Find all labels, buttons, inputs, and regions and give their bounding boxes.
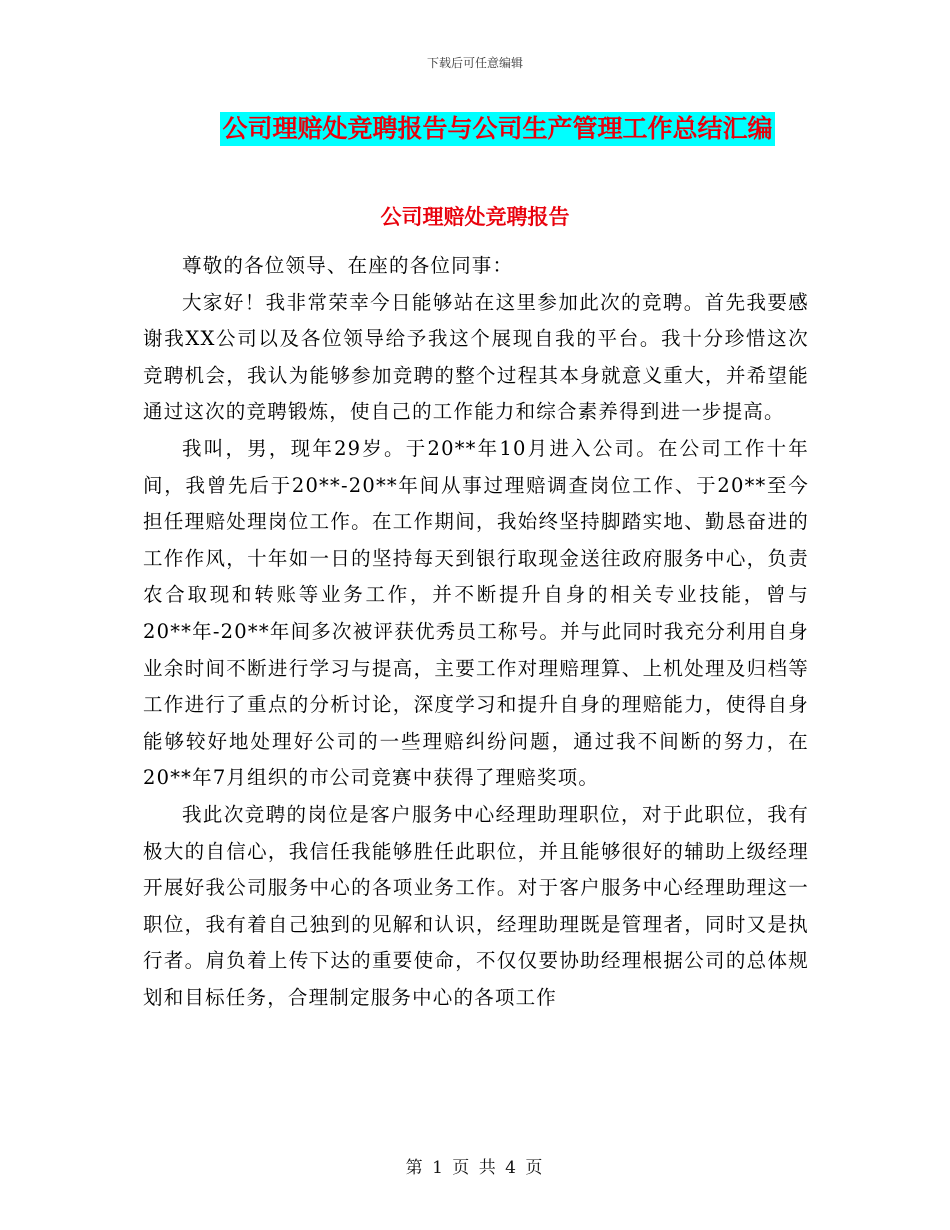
sub-title: 公司理赔处竞聘报告 [380,205,570,229]
page-number-footer: 第 1 页 共 4 页 [405,1158,545,1178]
main-title-container [0,112,950,146]
body-paragraph: 大家好！我非常荣幸今日能够站在这里参加此次的竞聘。首先我要感谢我XX公司以及各位领导给予我这个展现自我的平台。我十分珍惜这次竞聘机会，我认为能够参加竞聘的整个过程其本身就意义重大，并希望能通过这次的竞聘锻炼，使自己的工作能力和综合素养得到进一步提高。 [143,290,809,424]
body-paragraph: 我此次竞聘的岗位是客户服务中心经理助理职位，对于此职位，我有极大的自信心，我信任我能够胜任此职位，并且能够很好的辅助上级经理开展好我公司服务中心的各项业务工作。对于客户服务中心经理助理这一职位，我有着自己独到的见解和认识，经理助理既是管理者，同时又是执行者。肩负着上传下达的重要使命，不仅仅要协助经理根据公司的总体规划和目标任务，合理制定服务中心的各项工作 [143,802,809,1009]
salutation-paragraph: 尊敬的各位领导、在座的各位同事： [182,254,514,277]
document-body [143,248,809,1016]
body-paragraph: 我叫，男，现年29岁。于20**年10月进入公司。在公司工作十年间，我曾先后于20**-20**年间从事过理赔调查岗位工作、于20**至今担任理赔处理岗位工作。在工作期间，我始终坚持脚踏实地、勤恳奋进的工作作风，十年如一日的坚持每天到银行取现金送往政府服务中心，负责农合取现和转账等业务工作，并不断提升自身的相关专业技能，曾与20**年-20**年间多次被评获优秀员工称号。并与此同时我充分利用自身业余时间不断进行学习与提高，主要工作对理赔理算、上机处理及归档等工作进行了重点的分析讨论，深度学习和提升自身的理赔能力，使得自身能够较好地处理好公司的一些理赔纠纷问题，通过我不间断的努力，在20**年7月组织的市公司竞赛中获得了理赔奖项。 [143,436,809,790]
header-note: 下载后可任意编辑 [426,56,523,70]
main-title: 公司理赔处竞聘报告与公司生产管理工作总结汇编 [220,112,774,146]
